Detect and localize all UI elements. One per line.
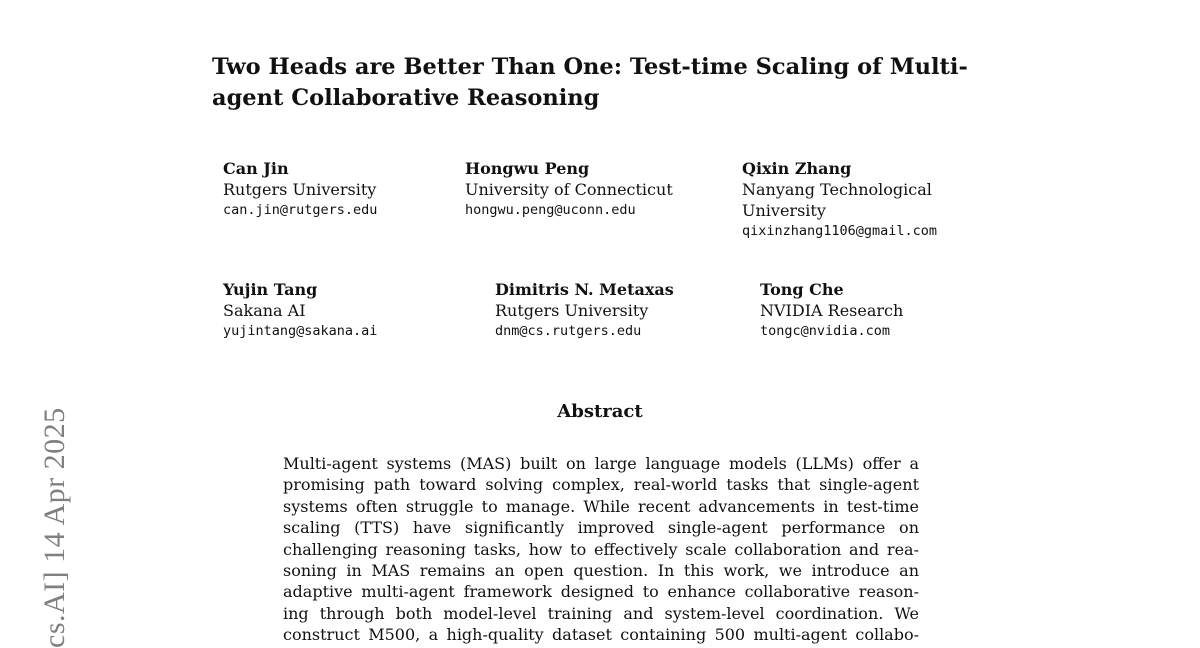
author-block <box>495 279 735 342</box>
author-email[interactable]: hongwu.peng@uconn.edu <box>465 202 636 218</box>
author-email[interactable]: tongc@nvidia.com <box>760 323 891 339</box>
abstract-line: challenging reasoning tasks, how to effectively scale collaboration and rea- <box>283 539 919 559</box>
author-name: Tong Che <box>760 280 844 299</box>
author-email[interactable]: yujintang@sakana.ai <box>223 323 378 339</box>
abstract-line: construct M500, a high-quality dataset containing 500 multi-agent collabo- <box>283 625 919 645</box>
author-block <box>465 158 715 221</box>
author-block <box>223 279 443 342</box>
author-affiliation: University of Connecticut <box>465 180 673 199</box>
abstract-line: Multi-agent systems (MAS) built on large language models (LLMs) offer a <box>283 454 919 473</box>
abstract-line: scaling (TTS) have significantly improved single-agent performance on <box>283 518 919 538</box>
author-affiliation: Rutgers University <box>495 301 649 320</box>
abstract-line: ing through both model-level training and system-level coordination. We <box>283 603 919 623</box>
author-name: Yujin Tang <box>223 280 318 299</box>
author-block <box>223 158 443 221</box>
abstract-line: systems often struggle to manage. While recent advancements in test-time <box>283 496 919 516</box>
author-affiliation: Sakana AI <box>223 301 306 320</box>
arxiv-stamp: cs.AI] 14 Apr 2025 <box>38 407 71 648</box>
author-email[interactable]: can.jin@rutgers.edu <box>223 202 378 218</box>
author-affiliation: Rutgers University <box>223 180 377 199</box>
abstract-line: soning in MAS remains an open question. In this work, we introduce an <box>283 561 919 581</box>
author-name: Hongwu Peng <box>465 159 590 178</box>
author-email[interactable]: qixinzhang1106@gmail.com <box>742 223 938 239</box>
author-block <box>760 279 980 342</box>
paper-title: Two Heads are Better Than One: Test-time Scaling of Multi-agent Collaborative Reasoning <box>212 54 968 111</box>
abstract-heading: Abstract <box>557 401 643 422</box>
author-name: Can Jin <box>223 159 289 178</box>
abstract-body <box>283 453 919 646</box>
author-affiliation: NVIDIA Research <box>760 301 904 320</box>
author-email[interactable]: dnm@cs.rutgers.edu <box>495 323 642 339</box>
author-block <box>742 158 957 242</box>
abstract-line: promising path toward solving complex, real-world tasks that single-agent <box>283 475 919 495</box>
abstract-line: adaptive multi-agent framework designed to enhance collaborative reason- <box>283 582 919 602</box>
author-name: Dimitris N. Metaxas <box>495 280 674 299</box>
author-name: Qixin Zhang <box>742 159 852 178</box>
author-affiliation: Nanyang Technological University <box>742 180 932 220</box>
